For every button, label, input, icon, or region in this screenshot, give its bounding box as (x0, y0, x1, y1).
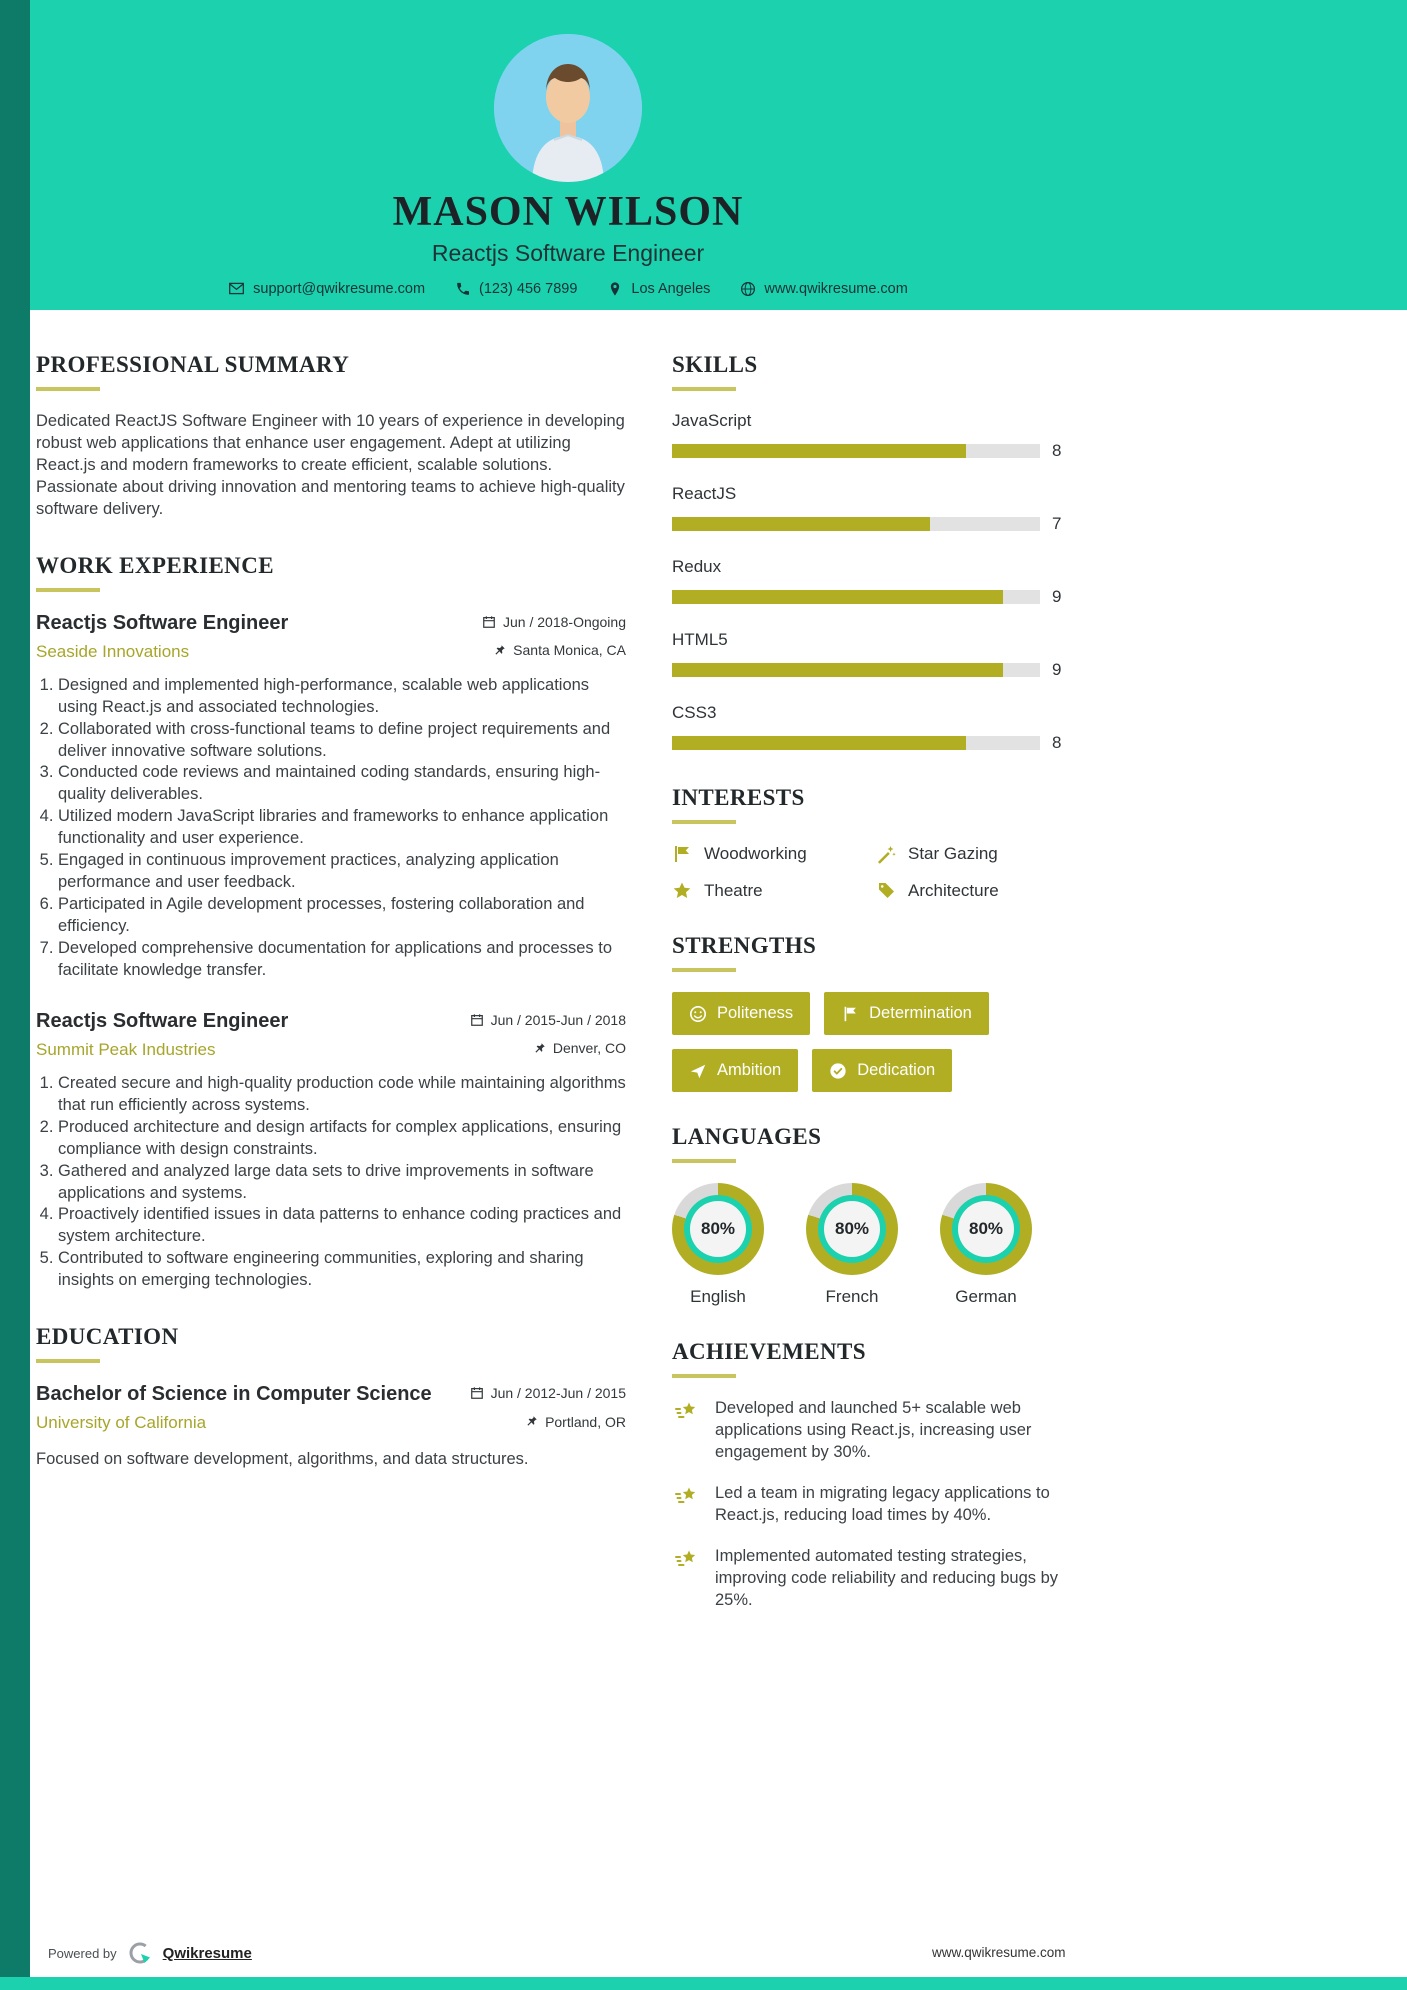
interests-heading: INTERESTS (672, 785, 805, 810)
education-heading: EDUCATION (36, 1324, 179, 1350)
email-icon (228, 280, 245, 297)
woodworking-icon (672, 844, 692, 864)
interest-label: Architecture (908, 881, 999, 900)
achievement-text: Developed and launched 5+ scalable web applications using React.js, increasing user engagement by 30%. (715, 1399, 1032, 1461)
education-date-text: Jun / 2012-Jun / 2015 (490, 1385, 626, 1402)
skill-value: 9 (1052, 660, 1062, 679)
architecture-icon (876, 881, 896, 901)
bullet-item: 3. Gathered and analyzed large data sets to drive improvements in software applications and systems. (58, 1161, 626, 1205)
heading-underline (36, 1359, 100, 1363)
contact-phone-text: (123) 456 7899 (479, 280, 578, 297)
language-label: English (690, 1287, 746, 1306)
qwikresume-logo-icon[interactable] (127, 1940, 153, 1966)
skill-html5 (672, 630, 1100, 680)
job-subhead (36, 642, 626, 662)
smiley-icon (689, 1005, 707, 1023)
skill-value: 8 (1052, 441, 1062, 460)
phone-icon (455, 281, 471, 297)
achievements-heading: ACHIEVEMENTS (672, 1339, 866, 1364)
skill-javascript (672, 411, 1100, 461)
skill-bar-track (672, 736, 1040, 750)
strength-politeness (672, 992, 810, 1035)
language-german (940, 1183, 1032, 1307)
experience-heading: WORK EXPERIENCE (36, 552, 274, 578)
bullet-item: 4. Utilized modern JavaScript libraries and frameworks to enhance application functionality and user experience. (58, 806, 626, 850)
right-column (672, 352, 1100, 1644)
skill-bar-fill (672, 444, 966, 458)
language-percent: 80% (824, 1201, 880, 1257)
achievement-item (672, 1546, 1100, 1612)
job-entry (36, 612, 626, 982)
bullet-item: 5. Engaged in continuous improvement practices, analyzing application performance and user feedback. (58, 850, 626, 894)
job-date-text: Jun / 2015-Jun / 2018 (490, 1011, 626, 1028)
job-bullets (36, 675, 626, 982)
powered-by-text: Powered by (48, 1945, 117, 1961)
skill-name: CSS3 (672, 703, 717, 722)
interest-label: Theatre (704, 881, 763, 900)
job-title: Reactjs Software Engineer (36, 611, 289, 634)
job-location-text: Denver, CO (552, 1040, 626, 1057)
section-experience (36, 553, 626, 1293)
content (36, 352, 1100, 1644)
achievement-item (672, 1398, 1100, 1464)
contact-website-text: www.qwikresume.com (764, 280, 908, 297)
summary-text: Dedicated ReactJS Software Engineer with 10 years of experience in developing robust web applications that enhance user engagement. Adept at utilizing React.js and modern frameworks to create efficient, scalable solutions. Passionate about driving innovation and mentoring teams to achieve high-quality software delivery. (36, 412, 625, 518)
skill-name: ReactJS (672, 484, 737, 503)
education-head (36, 1383, 626, 1406)
pushpin-icon (525, 1415, 538, 1428)
footer-powered-by (48, 1940, 252, 1966)
language-donut-chart (672, 1183, 764, 1275)
job-entry (36, 1010, 626, 1292)
job-date (482, 614, 626, 630)
header-job-title: Reactjs Software Engineer (431, 240, 705, 266)
skill-name: HTML5 (672, 630, 728, 649)
education-location (525, 1414, 626, 1430)
language-french (806, 1183, 898, 1307)
languages-heading: LANGUAGES (672, 1124, 822, 1149)
interest-grid (672, 844, 1100, 901)
skill-bar-track (672, 663, 1040, 677)
bullet-item: 2. Collaborated with cross-functional teams to define project requirements and deliver innovative software solutions. (58, 719, 626, 763)
interest-label: Star Gazing (908, 844, 998, 863)
skill-bar-track (672, 444, 1040, 458)
skill-row (672, 514, 1100, 534)
language-donuts (672, 1183, 1100, 1307)
paper-plane-icon (689, 1062, 707, 1080)
strength-dedication (812, 1049, 952, 1092)
globe-icon (740, 281, 756, 297)
summary-heading: PROFESSIONAL SUMMARY (36, 352, 350, 377)
skills-heading: SKILLS (672, 352, 758, 377)
skill-name: JavaScript (672, 411, 752, 430)
heading-underline (672, 968, 736, 972)
location-icon (607, 281, 623, 297)
language-donut-chart (806, 1183, 898, 1275)
heading-underline (672, 1159, 736, 1163)
strength-ambition (672, 1049, 798, 1092)
skill-value: 7 (1052, 514, 1062, 533)
achievement-item (672, 1483, 1100, 1527)
education-note: Focused on software development, algorithms, and data structures. (36, 1450, 529, 1469)
strength-badges (672, 992, 1100, 1092)
language-label: German (955, 1287, 1017, 1306)
education-location-text: Portland, OR (545, 1413, 626, 1430)
skill-bar-track (672, 590, 1040, 604)
skill-bar-fill (672, 663, 1003, 677)
job-date-text: Jun / 2018-Ongoing (503, 613, 626, 630)
education-date (470, 1385, 626, 1401)
language-percent: 80% (690, 1201, 746, 1257)
contact-row (36, 280, 1100, 297)
name: MASON WILSON (392, 189, 744, 235)
heading-underline (36, 588, 100, 592)
bullet-item: 2. Produced architecture and design artifacts for complex applications, ensuring compliance with design constraints. (58, 1117, 626, 1161)
skill-reactjs (672, 484, 1100, 534)
language-donut-chart (940, 1183, 1032, 1275)
qwikresume-brand-link[interactable]: Qwikresume (162, 1944, 252, 1962)
interest-woodworking (672, 844, 876, 864)
skill-name: Redux (672, 557, 722, 576)
skill-bar-fill (672, 590, 1003, 604)
left-column (36, 352, 626, 1644)
company-name: Seaside Innovations (36, 641, 190, 661)
shooting-star-icon (672, 1483, 702, 1527)
interest-star-gazing (876, 844, 1100, 864)
contact-phone[interactable] (455, 281, 577, 297)
job-location-text: Santa Monica, CA (513, 642, 626, 659)
bullet-item: 1. Designed and implemented high-performance, scalable web applications using React.js and associated technologies. (58, 675, 626, 719)
section-skills (672, 352, 1100, 753)
avatar (494, 34, 642, 182)
star-gazing-icon (876, 844, 896, 864)
strength-label: Ambition (717, 1061, 782, 1079)
pushpin-icon (493, 644, 506, 657)
school-name: University of California (36, 1413, 207, 1433)
skill-bar-track (672, 517, 1040, 531)
calendar-icon (470, 1013, 484, 1027)
job-title: Reactjs Software Engineer (36, 1009, 289, 1032)
company-name: Summit Peak Industries (36, 1039, 216, 1059)
strengths-heading: STRENGTHS (672, 933, 817, 958)
footer-site-url[interactable]: www.qwikresume.com (932, 1945, 1066, 1960)
strength-determination (824, 992, 989, 1035)
strength-label: Dedication (857, 1061, 936, 1079)
profile-photo (494, 34, 642, 182)
skill-bar-fill (672, 517, 930, 531)
interest-theatre (672, 881, 876, 901)
heading-underline (672, 820, 736, 824)
job-head (36, 612, 626, 635)
education-subhead (36, 1413, 626, 1433)
header-inner (36, 0, 1100, 297)
skill-bar-fill (672, 736, 966, 750)
bullet-item: 7. Developed comprehensive documentation for applications and processes to facilitate knowledge transfer. (58, 938, 626, 982)
heading-underline (36, 387, 100, 391)
shooting-star-icon (672, 1546, 702, 1612)
skill-redux (672, 557, 1100, 607)
degree-title: Bachelor of Science in Computer Science (36, 1383, 432, 1406)
language-english (672, 1183, 764, 1307)
shooting-star-icon (672, 1398, 702, 1464)
contact-location[interactable] (607, 281, 710, 297)
bullet-item: 6. Participated in Agile development processes, fostering collaboration and efficiency. (58, 894, 626, 938)
job-location (533, 1040, 626, 1056)
job-subhead (36, 1040, 626, 1060)
bullet-item: 5. Contributed to software engineering communities, exploring and sharing insights on emerging technologies. (58, 1248, 626, 1292)
contact-location-text: Los Angeles (631, 280, 711, 297)
left-accent-stripe (0, 0, 30, 1990)
strength-label: Politeness (717, 1004, 794, 1022)
section-achievements (672, 1339, 1100, 1612)
flag-icon (841, 1005, 859, 1023)
strength-label: Determination (869, 1004, 972, 1022)
language-percent: 80% (958, 1201, 1014, 1257)
job-date (470, 1012, 626, 1028)
pushpin-icon (533, 1042, 546, 1055)
section-strengths (672, 933, 1100, 1092)
skill-row (672, 660, 1100, 680)
skill-css3 (672, 703, 1100, 753)
section-interests (672, 785, 1100, 901)
language-label: French (825, 1287, 879, 1306)
calendar-icon (470, 1386, 484, 1400)
interest-architecture (876, 881, 1100, 901)
calendar-icon (482, 615, 496, 629)
contact-email[interactable] (228, 280, 425, 297)
section-summary (36, 352, 626, 521)
skill-row (672, 441, 1100, 461)
header (0, 0, 1407, 310)
skill-row (672, 587, 1100, 607)
section-languages (672, 1124, 1100, 1307)
contact-email-text: support@qwikresume.com (253, 280, 426, 297)
bullet-item: 1. Created secure and high-quality production code while maintaining algorithms that run efficiently across systems. (58, 1073, 626, 1117)
skill-value: 8 (1052, 733, 1062, 752)
skill-value: 9 (1052, 587, 1062, 606)
job-head (36, 1010, 626, 1033)
heading-underline (672, 387, 736, 391)
heading-underline (672, 1374, 736, 1378)
job-bullets (36, 1073, 626, 1292)
skill-row (672, 733, 1100, 753)
theatre-icon (672, 881, 692, 901)
bottom-accent-bar (0, 1977, 1407, 1990)
section-education (36, 1324, 626, 1471)
interest-label: Woodworking (704, 844, 807, 863)
check-circle-icon (829, 1062, 847, 1080)
job-location (493, 642, 626, 658)
bullet-item: 3. Conducted code reviews and maintained coding standards, ensuring high-quality deliverables. (58, 762, 626, 806)
achievement-text: Implemented automated testing strategies, improving code reliability and reducing bugs by 25%. (715, 1546, 1059, 1609)
contact-website[interactable] (740, 281, 907, 297)
bullet-item: 4. Proactively identified issues in data patterns to enhance coding practices and system architecture. (58, 1204, 626, 1248)
achievement-text: Led a team in migrating legacy applications to React.js, reducing load times by 40%. (715, 1483, 1050, 1524)
